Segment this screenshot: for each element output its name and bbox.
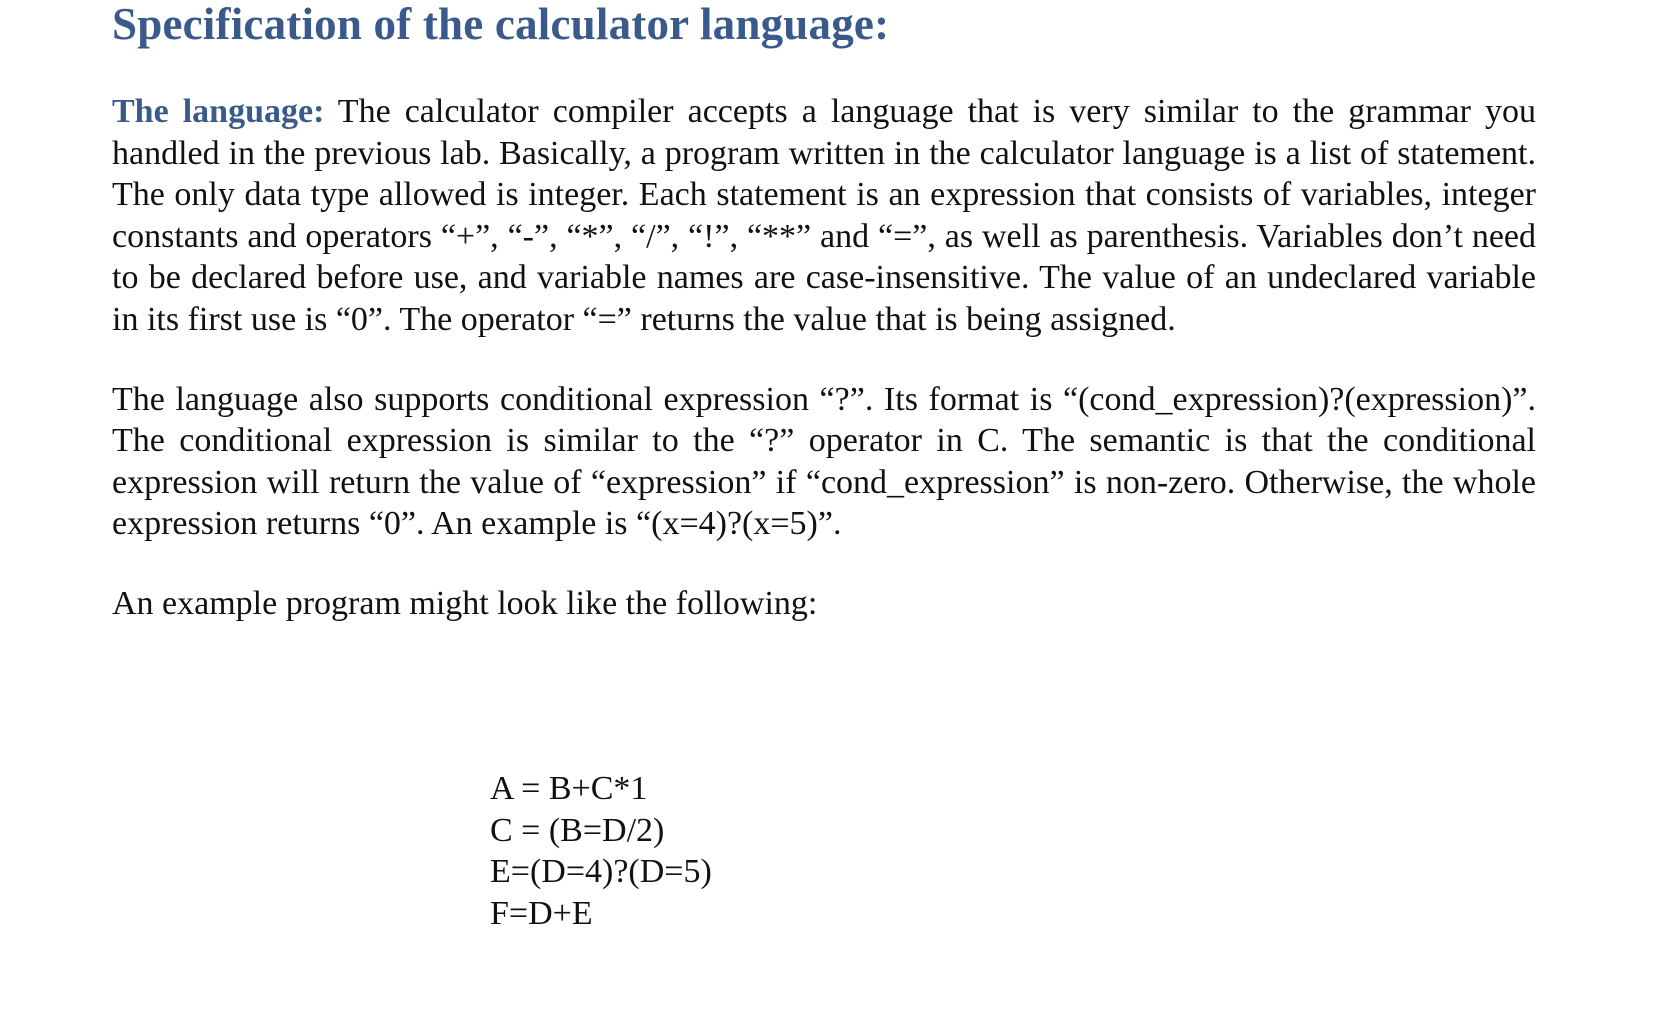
language-lead-heading: The language:	[112, 93, 325, 130]
example-program-line: F=D+E	[490, 894, 593, 932]
language-paragraph-text: The calculator compiler accepts a language that is very similar to the grammar you handled in the previous lab. Basically, a program written in the calculator language is a list of statement. The only data type allowed is integer. Each statement is an expression that consists of variables, integer constants and operators “+”, “-”, “*”, “/”, “!”, “**” and “=”, as well as parenthesis. Variables don’t need to be declared before use, and variable names are case-insensitive. The value of an undeclared variable in its first use is “0”. The operator “=” returns the value that is being assigned.	[112, 93, 1536, 338]
page-title: Specification of the calculator language:	[112, 0, 890, 49]
example-program	[490, 768, 712, 934]
conditional-expression-paragraph: The language also supports conditional expression “?”. Its format is “(cond_expression)?(expression)”. The conditional expression is similar to the “?” operator in C. The semantic is that the conditional expression will return the value of “expression” if “cond_expression” is non-zero. Otherwise, the whole expression returns “0”. An example is “(x=4)?(x=5)”.	[112, 380, 1536, 543]
language-paragraph	[112, 91, 1536, 341]
example-program-line: C = (B=D/2)	[490, 811, 665, 849]
example-intro-paragraph: An example program might look like the following:	[112, 584, 818, 622]
document-page	[112, 0, 1536, 625]
example-program-line: A = B+C*1	[490, 770, 648, 807]
example-program-line: E=(D=4)?(D=5)	[490, 853, 712, 890]
